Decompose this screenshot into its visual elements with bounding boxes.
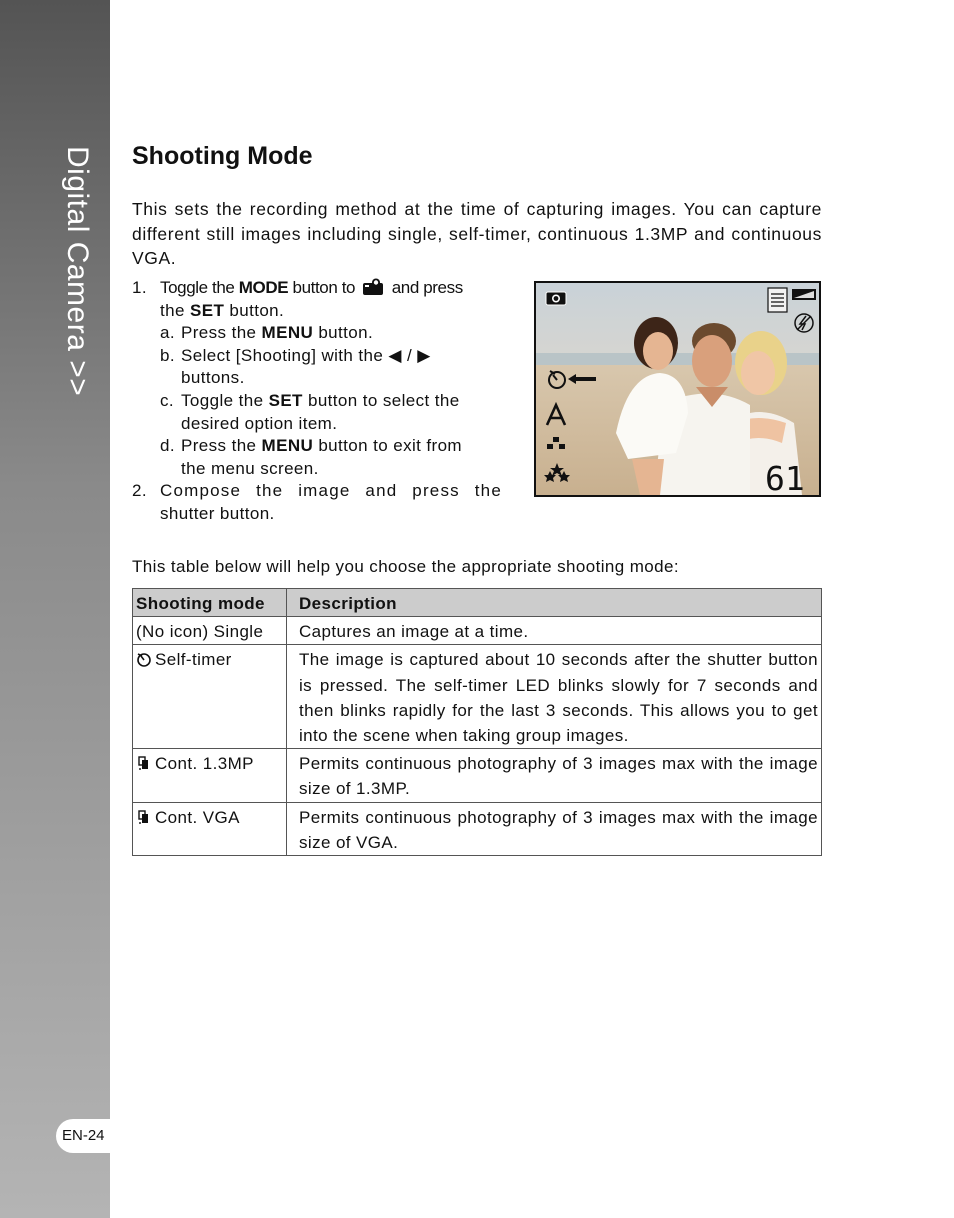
- page-number: EN-24: [56, 1119, 112, 1153]
- self-timer-icon: [136, 651, 152, 667]
- instruction-steps: [132, 277, 502, 526]
- description-cell: Permits continuous photography of 3 images max with the image size of 1.3MP.: [287, 749, 822, 802]
- column-header: Shooting mode: [133, 589, 287, 617]
- shots-remaining-counter: 61: [765, 459, 805, 495]
- table-row: [133, 645, 822, 749]
- mode-name: Self-timer: [155, 650, 232, 670]
- side-band: [0, 0, 110, 1218]
- step-text: Compose the image and press the: [160, 481, 502, 501]
- left-right-arrows-icon: ◀ / ▶: [388, 345, 431, 365]
- step-text: Press the: [181, 323, 257, 343]
- description-cell: The image is captured about 10 seconds after the shutter button is pressed. The self-timer LED blinks slowly for 7 seconds and then blinks rapidly for the last 3 seconds. This allows you to get into the scene when taking group images.: [287, 645, 822, 749]
- menu-keyword: MENU: [261, 436, 314, 456]
- step-text: buttons.: [181, 368, 245, 388]
- sub-step-letter: c.: [160, 390, 175, 410]
- mode-name: Cont. VGA: [155, 807, 240, 827]
- step-1: [132, 277, 502, 322]
- step-text: Toggle the: [181, 390, 264, 410]
- step-text: shutter button.: [160, 503, 275, 523]
- intro-paragraph: This sets the recording method at the time of capturing images. You can capture different still images including single, self-timer, continuous 1.3MP and continuous VGA.: [132, 199, 822, 268]
- step-text: desired option item.: [181, 413, 338, 433]
- step-text: button.: [318, 323, 374, 343]
- mode-name: Cont. 1.3MP: [155, 754, 254, 774]
- step-2: [132, 480, 502, 525]
- camera-mode-icon: [362, 278, 384, 296]
- step-text: the: [160, 300, 185, 320]
- step-1c: [132, 390, 502, 435]
- shooting-mode-table: [132, 588, 822, 856]
- step-text: button to exit from: [318, 436, 462, 456]
- step-text: Select [Shooting] with the: [181, 345, 384, 365]
- mode-name: (No icon) Single: [136, 622, 264, 642]
- step-text: Toggle the: [160, 278, 235, 297]
- step-1d: [132, 435, 502, 480]
- set-keyword: SET: [268, 390, 303, 410]
- step-1a: [132, 322, 502, 345]
- continuous-icon: [136, 755, 152, 771]
- section-title: Shooting Mode: [132, 142, 313, 170]
- continuous-icon: [136, 809, 152, 825]
- step-text: and press: [391, 278, 463, 297]
- set-keyword: SET: [189, 300, 225, 320]
- step-text: Press the: [181, 436, 257, 456]
- scene-mode-icon: [768, 288, 787, 312]
- camera-mode-icon: [546, 292, 566, 305]
- step-text: button to: [292, 278, 356, 297]
- step-text: the menu screen.: [181, 458, 319, 478]
- table-intro: This table below will help you choose the appropriate shooting mode:: [132, 557, 679, 576]
- step-text: button to select the: [307, 390, 460, 410]
- side-tab-title: Digital Camera >>: [61, 146, 94, 397]
- step-text: button.: [229, 300, 285, 320]
- step-1b: [132, 345, 502, 390]
- mode-keyword: MODE: [238, 278, 289, 297]
- sub-step-letter: d.: [160, 436, 175, 456]
- table-header-row: [133, 589, 822, 617]
- description-cell: Captures an image at a time.: [287, 617, 822, 645]
- sub-step-letter: a.: [160, 323, 175, 343]
- camera-lcd-preview: [534, 281, 821, 497]
- mode-cell: [133, 617, 287, 645]
- lcd-photo: [536, 283, 819, 495]
- mode-cell: [133, 645, 287, 749]
- step-number: 1.: [132, 278, 147, 297]
- battery-icon: [792, 289, 816, 300]
- step-number: 2.: [132, 481, 147, 501]
- description-cell: Permits continuous photography of 3 images max with the image size of VGA.: [287, 802, 822, 855]
- table-row: [133, 617, 822, 645]
- column-header: Description: [287, 589, 822, 617]
- mode-cell: [133, 749, 287, 802]
- menu-keyword: MENU: [261, 323, 314, 343]
- sub-step-letter: b.: [160, 345, 175, 365]
- mode-cell: [133, 802, 287, 855]
- table-row: [133, 802, 822, 855]
- table-row: [133, 749, 822, 802]
